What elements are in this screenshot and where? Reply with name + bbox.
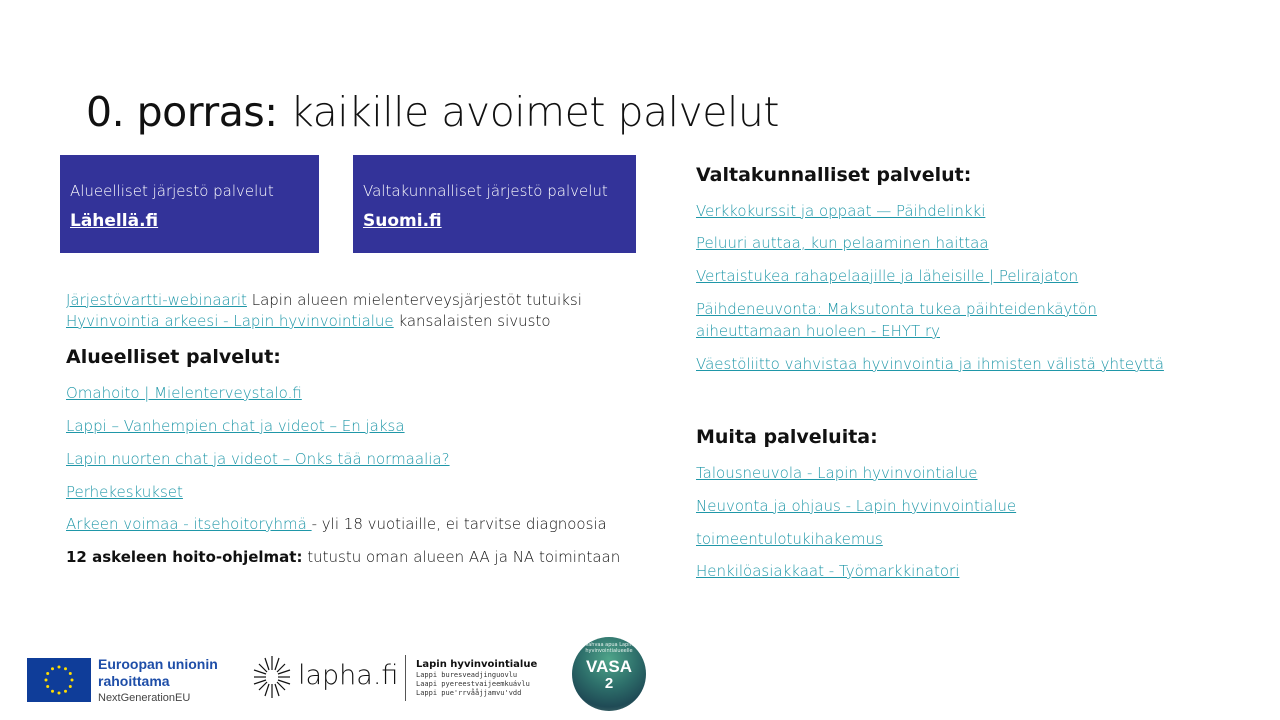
lapha-title: Lapin hyvinvointialue (416, 659, 538, 670)
regional-link-onks-taa[interactable]: Lapin nuorten chat ja videot – Onks tää normaalia? (66, 450, 450, 468)
eu-funding-label (98, 656, 218, 706)
national-link-ehyt-line-2[interactable]: aiheuttamaan huoleen - EHYT ry (696, 322, 940, 340)
title-text: kaikille avoimet palvelut (277, 88, 779, 136)
vasa-title: VASA (586, 657, 632, 676)
national-link-vaestoliitto[interactable]: Väestöliitto vahvistaa hyvinvointia ja ihmisten välistä yhteyttä (696, 355, 1164, 373)
eu-flag-icon (27, 658, 91, 702)
vasa-2-logo (572, 637, 646, 711)
jarjestovartti-link[interactable]: Järjestövartti-webinaarit (66, 291, 247, 309)
arkeen-voimaa-link[interactable]: Arkeen voimaa - itsehoitoryhmä (66, 515, 312, 533)
twelve-step-text: tutustu oman alueen AA ja NA toimintaan (302, 548, 621, 566)
twelve-step-label: 12 askeleen hoito-ohjelmat: (66, 548, 303, 566)
lapha-divider (405, 655, 406, 701)
lapha-line-3: Lappi pue'rrvååjjamvu'vdd (416, 689, 522, 697)
eu-line-1: Euroopan unionin (98, 656, 218, 672)
eu-line-2: rahoittama (98, 673, 170, 689)
intro-text-2: kansalaisten sivusto (393, 312, 551, 330)
lahella-link[interactable]: Lähellä.fi (70, 211, 159, 231)
lapha-logo-text: lapha.fi (298, 660, 399, 691)
arkeen-voimaa-text: - yli 18 vuotiaille, ei tarvitse diagnoosia (311, 515, 607, 533)
other-link-tyomarkkinatori[interactable]: Henkilöasiakkaat - Työmarkkinatori (696, 562, 960, 580)
national-link-paihdelinkki[interactable]: Verkkokurssit ja oppaat — Päihdelinkki (696, 202, 986, 220)
lapha-sun-icon (250, 652, 294, 706)
regional-link-omahoito[interactable]: Omahoito | Mielenterveystalo.fi (66, 384, 302, 402)
other-heading: Muita palveluita: (696, 426, 878, 448)
lapha-region-label (416, 658, 537, 698)
national-link-peluuri[interactable]: Peluuri auttaa, kun pelaaminen haittaa (696, 234, 989, 252)
national-org-subtitle: Valtakunnalliset järjestö palvelut (363, 182, 608, 200)
regional-org-box (60, 155, 319, 253)
twelve-step-line (66, 548, 620, 566)
hyvinvointia-arkeesi-link[interactable]: Hyvinvointia arkeesi - Lapin hyvinvointialue (66, 312, 394, 330)
regional-link-en-jaksa[interactable]: Lappi – Vanhempien chat ja videot – En jaksa (66, 417, 405, 435)
national-link-ehyt-line-1[interactable]: Päihdeneuvonta: Maksutonta tukea päihteidenkäytön (696, 300, 1097, 318)
national-org-box (353, 155, 636, 253)
regional-org-subtitle: Alueelliset järjestö palvelut (70, 182, 274, 200)
suomi-link[interactable]: Suomi.fi (363, 211, 442, 231)
intro-line-1 (66, 291, 582, 309)
national-link-pelirajaton[interactable]: Vertaistukea rahapelaajille ja läheisille | Pelirajaton (696, 267, 1079, 285)
eu-line-3: NextGenerationEU (98, 692, 191, 704)
intro-text-1: Lapin alueen mielenterveysjärjestöt tutuiksi (246, 291, 582, 309)
lapha-line-1: Lappi buresveadjinguovlu (416, 671, 518, 679)
vasa-number: 2 (604, 675, 614, 692)
other-link-talousneuvola[interactable]: Talousneuvola - Lapin hyvinvointialue (696, 464, 978, 482)
intro-line-2 (66, 312, 551, 330)
other-link-toimeentulotuki[interactable]: toimeentulotukihakemus (696, 530, 883, 548)
other-link-neuvonta[interactable]: Neuvonta ja ohjaus - Lapin hyvinvointialue (696, 497, 1017, 515)
page-title (86, 88, 779, 136)
national-heading: Valtakunnalliset palvelut: (696, 164, 972, 186)
regional-link-perhekeskukset[interactable]: Perhekeskukset (66, 483, 183, 501)
arkeen-voimaa-line (66, 515, 607, 533)
lapha-line-2: Laapi pyereestvaijeemkuávlu (416, 680, 530, 688)
vasa-arc-text: Vahvaa apua Lapin hyvinvointialueelle (585, 642, 633, 654)
title-step: 0. porras: (86, 88, 278, 136)
regional-heading: Alueelliset palvelut: (66, 346, 281, 368)
